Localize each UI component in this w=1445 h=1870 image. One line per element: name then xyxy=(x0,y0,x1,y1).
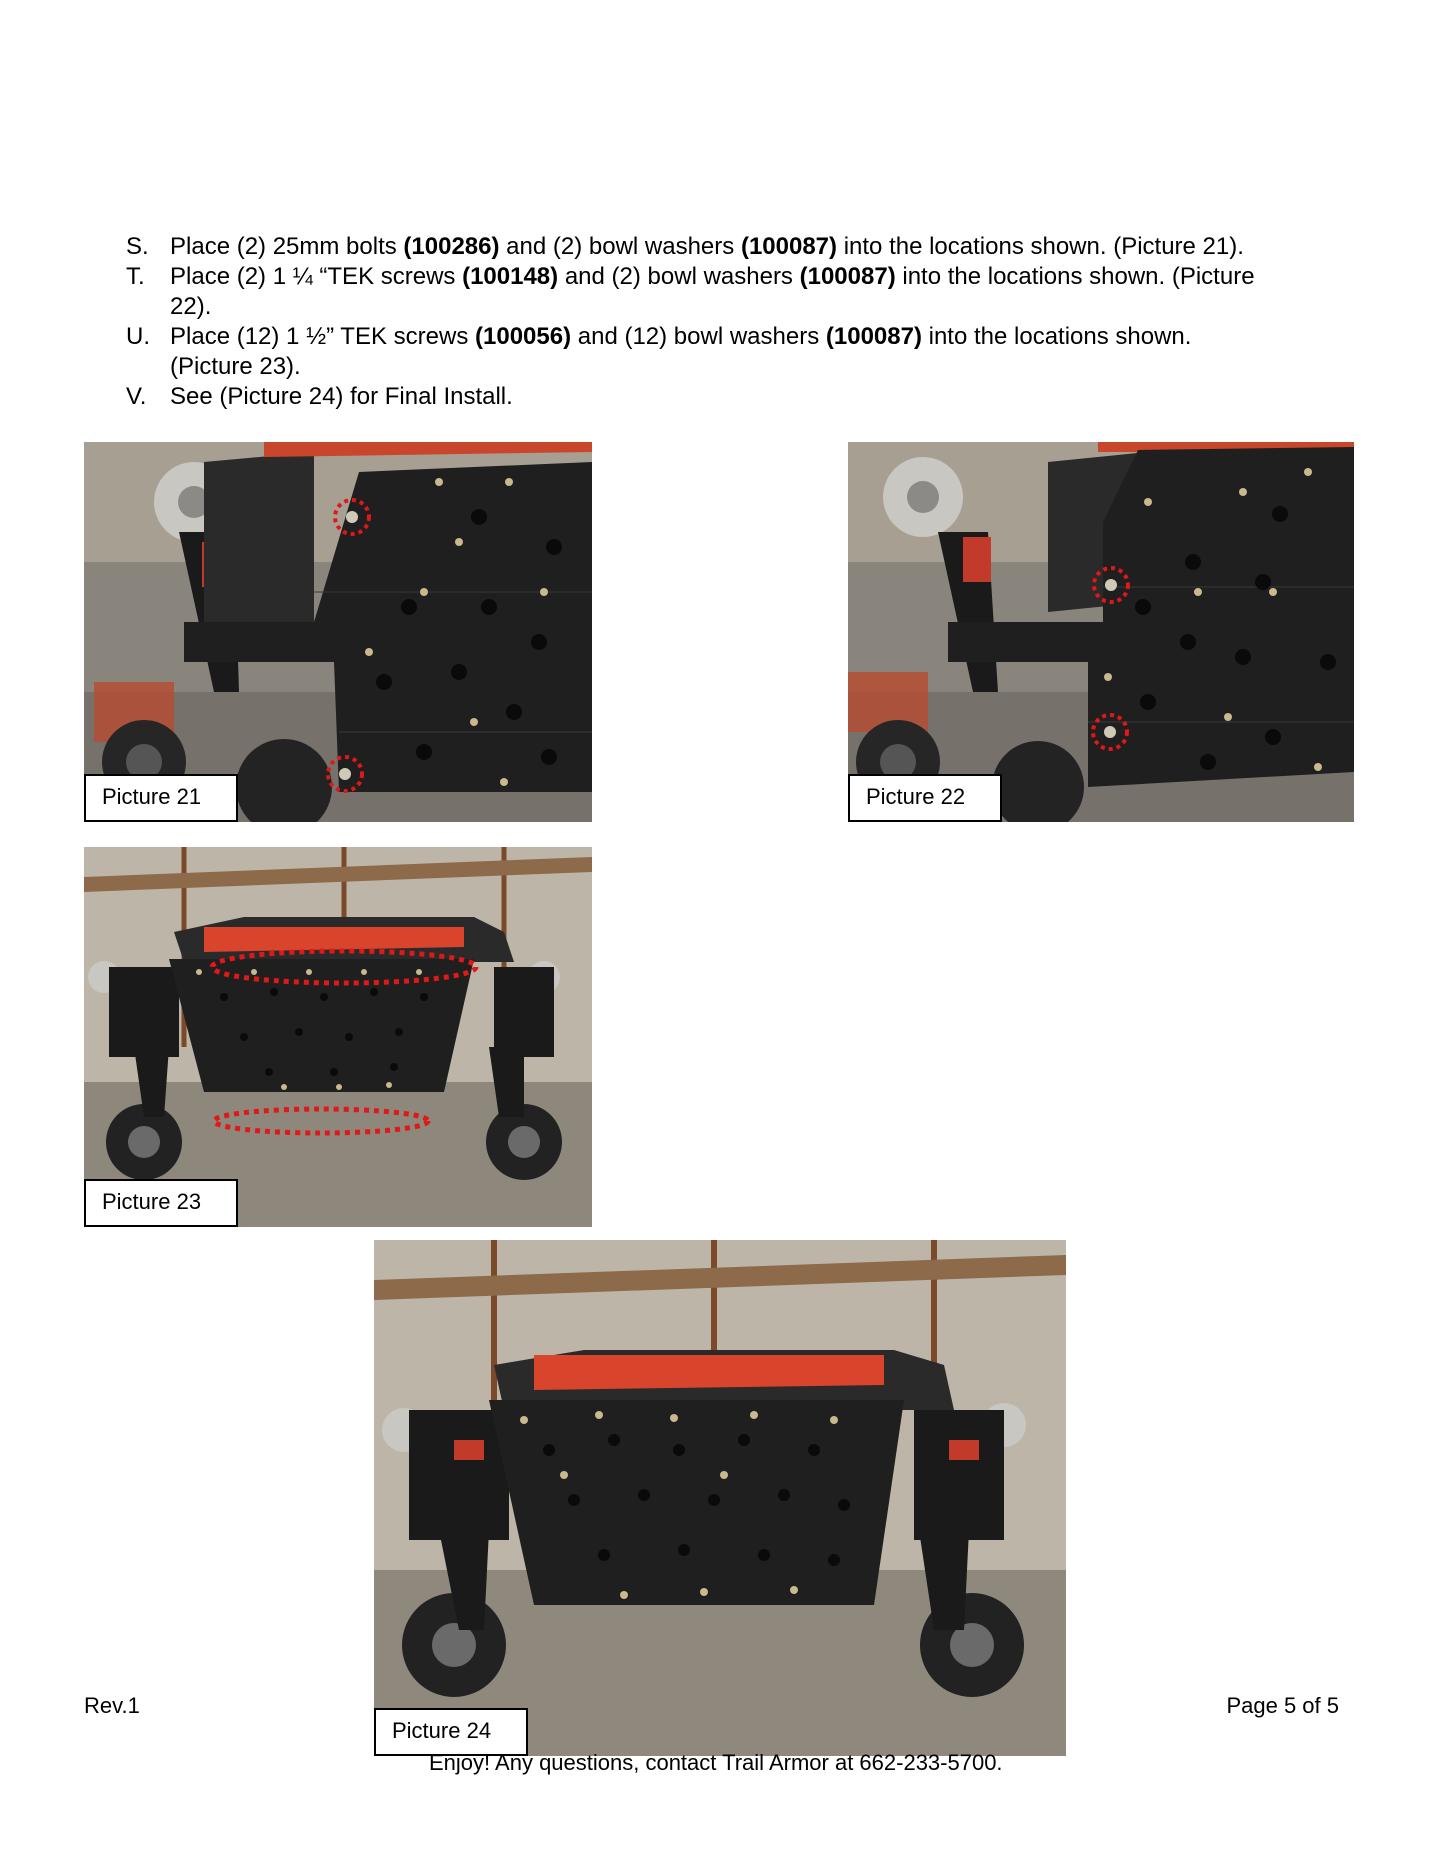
step-line: Place (2) 1 ¼ “TEK screws (100148) and (2) bowl washers (100087) into the locations shown. (Picture xyxy=(170,263,1255,290)
picture-22-photo xyxy=(848,442,1354,822)
step-letter: U. xyxy=(126,323,150,350)
step-line: (Picture 23). xyxy=(170,353,301,380)
utv-skid-plate-closeup-image xyxy=(84,442,592,822)
picture-21-photo xyxy=(84,442,592,822)
picture-24-caption: Picture 24 xyxy=(374,1708,528,1756)
instruction-step-u xyxy=(126,322,1351,382)
utv-final-install-image xyxy=(374,1240,1066,1756)
picture-21-caption: Picture 21 xyxy=(84,774,238,822)
instruction-list xyxy=(126,232,1351,412)
picture-23-caption: Picture 23 xyxy=(84,1179,238,1227)
instruction-step-v xyxy=(126,382,1351,412)
step-line: Place (12) 1 ½” TEK screws (100056) and (12) bowl washers (100087) into the locations shown. xyxy=(170,323,1192,350)
instruction-step-t xyxy=(126,262,1351,322)
page-number: Page 5 of 5 xyxy=(1226,1693,1339,1718)
step-line: 22). xyxy=(170,293,212,320)
step-letter: V. xyxy=(126,383,147,410)
contact-line: Enjoy! Any questions, contact Trail Armor at 662-233-5700. xyxy=(429,1750,1003,1775)
step-line: Place (2) 25mm bolts (100286) and (2) bowl washers (100087) into the locations shown. (Picture 21). xyxy=(170,233,1244,260)
utv-skid-plate-closeup-image xyxy=(848,442,1354,822)
step-line: See (Picture 24) for Final Install. xyxy=(170,383,513,410)
utv-side-view-image xyxy=(84,847,592,1227)
revision-label: Rev.1 xyxy=(84,1693,140,1718)
picture-23-photo xyxy=(84,847,592,1227)
step-letter: S. xyxy=(126,233,149,260)
picture-22-caption: Picture 22 xyxy=(848,774,1002,822)
step-letter: T. xyxy=(126,263,145,290)
instruction-step-s xyxy=(126,232,1351,262)
picture-24-photo xyxy=(374,1240,1066,1756)
